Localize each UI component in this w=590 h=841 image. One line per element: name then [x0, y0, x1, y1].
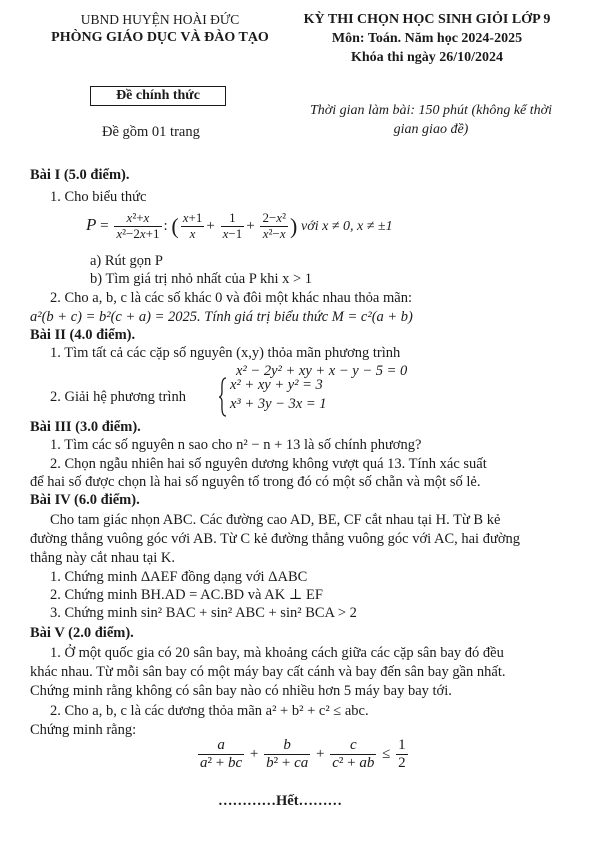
bai4-q2: 2. Chứng minh BH.AD = AC.BD và AK ⊥ EF — [50, 587, 323, 603]
bai4-para-line1: Cho tam giác nhọn ABC. Các đường cao AD, BE, CF cắt nhau tại H. Từ B kẻ — [50, 512, 501, 528]
end-marker: …………Hết……… — [218, 793, 343, 809]
bai1-q1: 1. Cho biểu thức — [50, 189, 147, 205]
bai4-q1: 1. Chứng minh ΔAEF đồng dạng với ΔABC — [50, 569, 308, 585]
section-title-3: Bài III (3.0 điểm). — [30, 419, 141, 435]
dept-name-line1: UBND HUYỆN HOÀI ĐỨC — [80, 12, 240, 27]
bai3-q2-line1: 2. Chọn ngẫu nhiên hai số nguyên dương không vượt quá 13. Tính xác suất — [50, 456, 487, 472]
bai5-q2-prove: Chứng minh rằng: — [30, 722, 137, 738]
bai1-q2-eq: a²(b + c) = b²(c + a) = 2025. Tính giá trị biểu thức M = c²(a + b) — [30, 309, 413, 325]
equation-system — [218, 377, 228, 417]
exam-time-line2: gian giao đề) — [393, 122, 469, 137]
dept-name-line2: PHÒNG GIÁO DỤC VÀ ĐÀO TẠO — [51, 30, 269, 45]
system-eq2: x³ + 3y − 3x = 1 — [230, 396, 327, 412]
bai5-q2: 2. Cho a, b, c là các dương thỏa mãn a² + b² + c² ≤ abc. — [50, 703, 369, 719]
bai4-para-line3: thẳng này cắt nhau tại K. — [30, 550, 175, 566]
exam-date: Khóa thi ngày 26/10/2024 — [350, 50, 504, 65]
bai3-q2-line2: để hai số được chọn là hai số nguyên tố trong đó có một số chẵn và một số lẻ. — [30, 474, 481, 490]
bai2-q1: 1. Tìm tất cả các cặp số nguyên (x,y) thỏa mãn phương trình — [50, 345, 401, 361]
bai5-para-line1: 1. Ở một quốc gia có 20 sân bay, mà khoảng cách giữa các cặp sân bay đó đều — [50, 645, 504, 661]
bai5-para-line3: Chứng minh rằng không có sân bay nào có nhiều hơn 5 máy bay bay tới. — [30, 683, 452, 699]
bai2-q1-eq: x² − 2y² + xy + x − y − 5 = 0 — [236, 363, 408, 379]
exam-title: KỲ THI CHỌN HỌC SINH GIỎI LỚP 9 — [303, 12, 551, 27]
bai4-q3: 3. Chứng minh sin² BAC + sin² ABC + sin² BCA > 2 — [50, 605, 357, 621]
expression-condition: với x ≠ 0, x ≠ ±1 — [301, 218, 393, 234]
expression-P: P = $\frac{\text{x²+x}}{\text{x²−2x+1}}$ : ( $\frac{x+1}{x}$ + $\frac{1}{x-1}$ + $\frac{\text{2−x²}}{\text{x²−x}}$ ) với x ≠ 0, x ≠ ±1 — [86, 210, 393, 241]
page-count: Đề gồm 01 trang — [102, 124, 200, 140]
bai5-para-line2: khác nhau. Từ mỗi sân bay có một máy bay cất cánh và bay đến sân bay gần nhất. — [30, 664, 506, 680]
section-title-4: Bài IV (6.0 điểm). — [30, 492, 140, 508]
brace-icon — [218, 377, 228, 417]
section-title-2: Bài II (4.0 điểm). — [30, 327, 136, 343]
section-title-5: Bài V (2.0 điểm). — [30, 625, 134, 641]
bai1-qa: a) Rút gọn P — [90, 253, 163, 269]
section-title-1: Bài I (5.0 điểm). — [30, 167, 130, 183]
exam-time-line1: Thời gian làm bài: 150 phút (không kể thời — [309, 103, 553, 118]
bai2-q2: 2. Giải hệ phương trình — [50, 389, 186, 405]
inequality: $\frac{a}{\text{a² + bc}}$ + $\frac{b}{\text{b² + ca}}$ + $\frac{c}{\text{c² + ab}}$ ≤ $\frac{1}{2}$ — [200, 737, 406, 772]
bai1-qb: b) Tìm giá trị nhỏ nhất của P khi x > 1 — [90, 271, 313, 287]
bai3-q1: 1. Tìm các số nguyên n sao cho n² − n + 13 là số chính phương? — [50, 437, 422, 453]
exam-subject: Môn: Toán. Năm học 2024-2025 — [331, 31, 523, 46]
system-eq1: x² + xy + y² = 3 — [230, 377, 323, 393]
official-exam-box: Đề chính thức — [90, 86, 226, 106]
bai4-para-line2: đường thẳng vuông góc với AB. Từ C kẻ đường thẳng vuông góc với AC, hai đường — [30, 531, 520, 547]
bai1-q2: 2. Cho a, b, c là các số khác 0 và đôi một khác nhau thỏa mãn: — [50, 290, 412, 306]
